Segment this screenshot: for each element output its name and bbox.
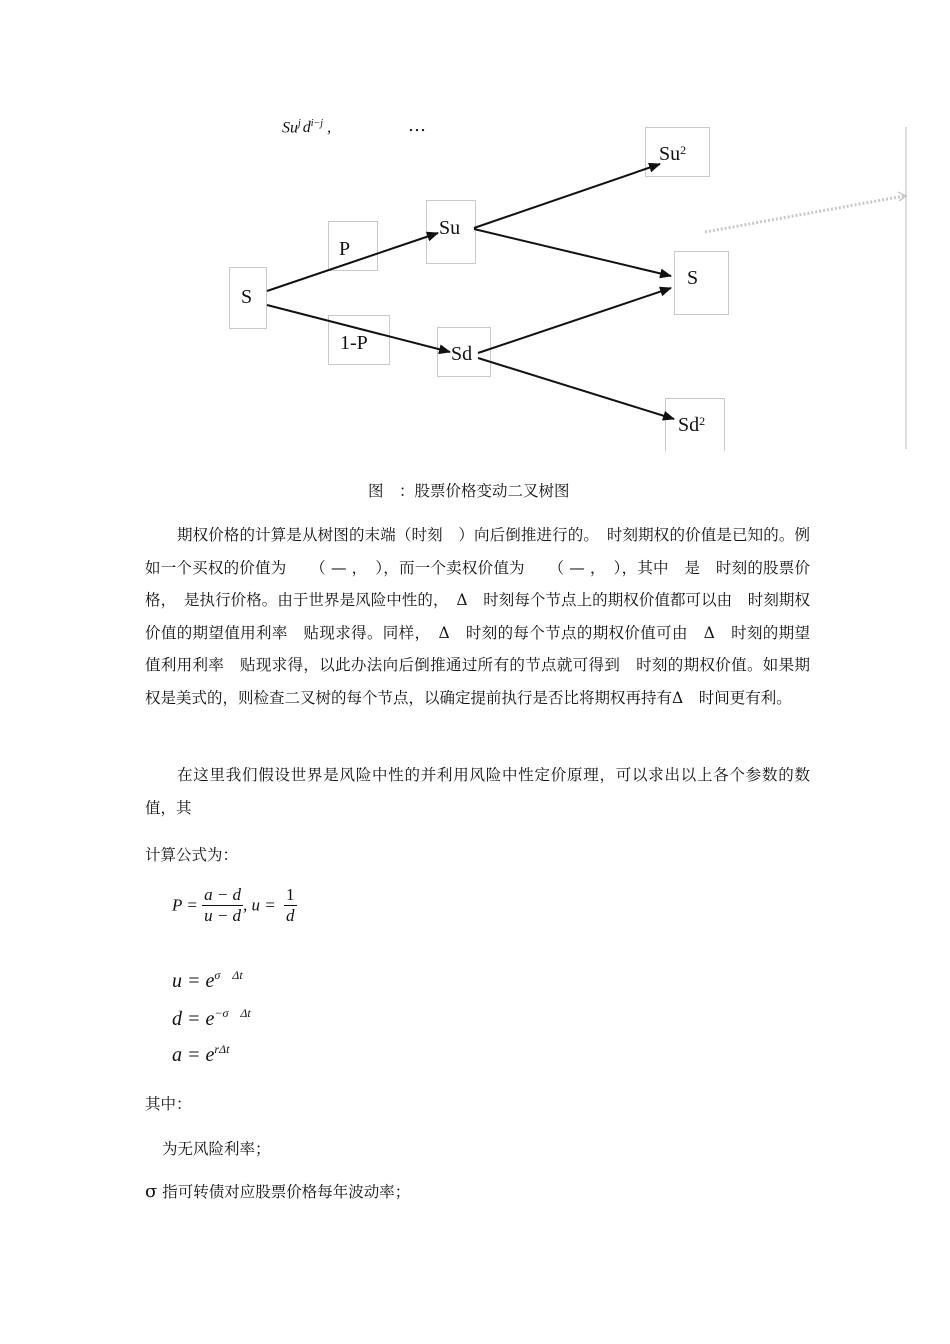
formula-u <box>172 966 243 993</box>
fraction-u-denominator: d <box>286 906 295 925</box>
faint-arrow <box>705 196 904 232</box>
fraction-P <box>202 885 243 926</box>
formula-a-exponent: rΔt <box>214 1042 230 1056</box>
sigma-symbol: σ <box>145 1181 158 1202</box>
formula-d: d <box>302 119 311 137</box>
fraction-u-numerator: 1 <box>286 885 295 904</box>
formula-d-base: d = e <box>172 1008 215 1030</box>
formula-i-minus-j: i−j <box>310 118 324 129</box>
formula-u: u <box>290 119 298 137</box>
node-label-S: S <box>241 286 253 308</box>
paragraph-2: 在这里我们假设世界是风险中性的并利用风险中性定价原理，可以求出以上各个参数的数值，其 <box>145 766 810 817</box>
fraction-u <box>284 885 297 926</box>
formula-intro: 计算公式为： <box>145 846 239 864</box>
sigma-definition: 指可转债对应股票价格每年波动率； <box>162 1183 411 1201</box>
tree-arrows <box>0 0 950 460</box>
paragraph-1: 期权价格的计算是从树图的末端（时刻 ）向后倒推进行的。 时刻期权的价值是已知的。例如一个买权的价值为 （ — ， ），而一个卖权价值为 （ — ， ），其中 是 时刻的股票价格， 是执行价格。由于世界是风险中性的， Δ 时刻每个节点上的期权价值都可以由 时刻期权价值的期望值用利率 贴现求得。同样， Δ 时刻的每个节点的期权价值可由 Δ 时刻的期望值利用利率 贴现求得，以此办法向后倒推通过所有的节点就可得到 时刻的期权价值。如果期权是美式的，则检查二叉树的每个节点，以确定提前执行是否比将期权再持有Δ 时间更有利。 <box>145 526 810 707</box>
arrow-Su-to-S <box>474 229 671 276</box>
node-label-Sd2-base: Sd <box>678 414 700 436</box>
node-label-Su: Su <box>439 217 461 239</box>
node-label-S-mid: S <box>687 267 699 289</box>
where-label: 其中： <box>145 1095 192 1113</box>
edge-label-up: P <box>339 238 351 260</box>
formula-u-exponent: σ Δt <box>214 968 243 982</box>
figure-caption: 图 ：股票价格变动二叉树图 <box>368 482 570 500</box>
formula-d <box>172 1004 251 1031</box>
fraction-P-denominator: u − d <box>204 906 242 925</box>
node-label-Su2 <box>659 143 686 166</box>
node-label-Sd: Sd <box>451 343 473 365</box>
formula-a-base: a = e <box>172 1044 215 1066</box>
fraction-P-numerator: a − d <box>204 885 242 904</box>
formula-P-and-u <box>172 885 297 926</box>
formula-j: j <box>298 118 301 129</box>
arrow-Su-to-Su2 <box>474 164 660 228</box>
formula-P-lhs: P = <box>172 895 198 915</box>
formula-a <box>172 1042 229 1067</box>
node-label-Su2-exp: 2 <box>680 143 687 157</box>
node-label-Sd2-exp: 2 <box>699 414 706 428</box>
formula-u-mid: , u = <box>243 895 276 915</box>
formula-S: S <box>282 119 290 137</box>
arrow-Sd-to-S <box>478 288 671 353</box>
formula-comma: , <box>327 119 332 137</box>
arrow-S-to-Su <box>267 233 438 291</box>
formula-ellipsis: … <box>408 115 426 136</box>
definition-sigma <box>145 1182 410 1202</box>
formula-u-base: u = e <box>172 970 215 992</box>
arrow-Sd-to-Sd2 <box>478 358 674 419</box>
formula-d-exponent: −σ Δt <box>214 1006 251 1020</box>
edge-label-down: 1-P <box>340 332 368 354</box>
definition-r: 为无风险利率； <box>162 1140 271 1158</box>
node-label-Sd2 <box>678 414 705 437</box>
node-label-Su2-base: Su <box>659 143 681 165</box>
